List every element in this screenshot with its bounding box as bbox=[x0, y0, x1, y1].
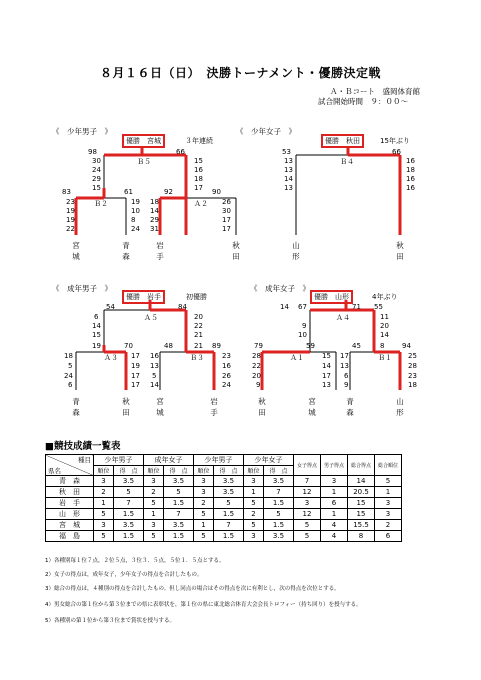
score: 10 bbox=[298, 331, 307, 339]
footnote: 4）男女総合の第１位から第３位までの県に表彰状を，第１位の県に東北総合体育大会会長トロフィー（持ち回り）を授与する。 bbox=[45, 602, 362, 608]
team-name: 岩手 bbox=[156, 241, 164, 261]
table-cell: 3.5 bbox=[214, 487, 244, 498]
score: 9 bbox=[256, 381, 261, 389]
court-label: Ａ５ bbox=[144, 314, 158, 322]
page-title: ８月１６日（日） 決勝トーナメント・優勝決定戦 bbox=[99, 66, 382, 80]
col-header: 女子得点 bbox=[294, 455, 321, 476]
table-corner-cell bbox=[46, 455, 94, 476]
table-cell: 1.5 bbox=[264, 520, 294, 531]
score: 14 bbox=[150, 207, 159, 215]
table-cell: 3 bbox=[144, 520, 164, 531]
score: 9 bbox=[344, 381, 349, 389]
score: 79 bbox=[254, 342, 263, 350]
score: 20 bbox=[252, 372, 261, 380]
table-cell: 5 bbox=[294, 531, 321, 542]
score: 17 bbox=[131, 372, 140, 380]
court-label: Ａ１ bbox=[290, 354, 304, 362]
sub-header: 得 点 bbox=[164, 466, 194, 476]
table-cell: 3 bbox=[375, 509, 402, 520]
score: 92 bbox=[164, 188, 173, 196]
score: 26 bbox=[222, 198, 231, 206]
score: 15 bbox=[322, 352, 331, 360]
score: 13 bbox=[284, 157, 293, 165]
sub-header: 順位 bbox=[194, 466, 214, 476]
table-cell: 3 bbox=[244, 531, 264, 542]
sub-header: 順位 bbox=[144, 466, 164, 476]
table-cell: 7 bbox=[164, 509, 194, 520]
court-label: Ｂ５ bbox=[137, 158, 151, 166]
table-cell: 5 bbox=[114, 487, 144, 498]
score: 19 bbox=[131, 362, 140, 370]
score: 21 bbox=[194, 342, 203, 350]
score: 13 bbox=[322, 381, 331, 389]
table-cell: 3.5 bbox=[114, 476, 144, 487]
table-cell: 2 bbox=[144, 487, 164, 498]
table-cell: 4 bbox=[321, 531, 348, 542]
score: 17 bbox=[194, 184, 203, 192]
table-cell: 2 bbox=[94, 487, 114, 498]
score: 9 bbox=[302, 322, 307, 330]
court-label: Ｂ１ bbox=[378, 354, 392, 362]
table-row bbox=[46, 520, 402, 531]
score: 25 bbox=[408, 352, 417, 360]
score: 18 bbox=[194, 175, 203, 183]
score: 20 bbox=[194, 313, 203, 321]
table-cell: 1.5 bbox=[214, 509, 244, 520]
table-cell: 2 bbox=[194, 498, 214, 509]
score: 19 bbox=[92, 342, 101, 350]
table-cell: 3 bbox=[321, 476, 348, 487]
score: 8 bbox=[131, 216, 136, 224]
table-cell: 6 bbox=[321, 498, 348, 509]
court-label: Ａ３ bbox=[104, 354, 118, 362]
score: 59 bbox=[306, 342, 315, 350]
table-cell: 1.5 bbox=[214, 531, 244, 542]
team-name: 秋田 bbox=[122, 397, 130, 417]
score: 14 bbox=[322, 362, 331, 370]
score: 19 bbox=[66, 216, 75, 224]
score: 17 bbox=[131, 381, 140, 389]
table-cell: 3 bbox=[144, 476, 164, 487]
prefecture-cell: 山 形 bbox=[46, 509, 94, 520]
table-cell: 5 bbox=[164, 487, 194, 498]
score: 24 bbox=[131, 225, 140, 233]
sub-header: 得 点 bbox=[214, 466, 244, 476]
col-header: 男子得点 bbox=[321, 455, 348, 476]
table-cell: 5 bbox=[144, 498, 164, 509]
corner-top-label: 種目 bbox=[78, 456, 91, 464]
table-cell: 1 bbox=[244, 487, 264, 498]
score: 23 bbox=[66, 198, 75, 206]
results-table bbox=[45, 454, 402, 542]
score: 23 bbox=[408, 372, 417, 380]
score: 67 bbox=[298, 303, 307, 311]
score: 30 bbox=[222, 207, 231, 215]
table-cell: 3 bbox=[244, 476, 264, 487]
table-cell: 7 bbox=[294, 476, 321, 487]
team-name: 青森 bbox=[72, 397, 80, 417]
score: 16 bbox=[406, 175, 415, 183]
score: 14 bbox=[380, 331, 389, 339]
group-header: 少年男子 bbox=[194, 455, 244, 466]
note-girls-junior: 15年ぶり bbox=[380, 137, 410, 145]
section-men: 《 成年男子 》 bbox=[52, 284, 112, 293]
score: 61 bbox=[124, 188, 133, 196]
table-cell: 5 bbox=[144, 531, 164, 542]
table-cell: 5 bbox=[244, 498, 264, 509]
score: 17 bbox=[340, 352, 349, 360]
table-cell: 15 bbox=[348, 498, 375, 509]
table-row bbox=[46, 498, 402, 509]
score: 13 bbox=[150, 362, 159, 370]
table-cell: 3 bbox=[94, 520, 114, 531]
score: 16 bbox=[194, 166, 203, 174]
score: 8 bbox=[380, 342, 385, 350]
note-women: 4年ぶり bbox=[372, 293, 398, 301]
table-cell: 5 bbox=[194, 531, 214, 542]
score: 18 bbox=[408, 381, 417, 389]
col-header: 総合得点 bbox=[348, 455, 375, 476]
team-name: 山形 bbox=[292, 241, 300, 261]
score: 14 bbox=[92, 322, 101, 330]
score: 30 bbox=[92, 157, 101, 165]
score: 21 bbox=[194, 331, 203, 339]
court-label: Ａ２ bbox=[194, 200, 208, 208]
table-cell: 2 bbox=[375, 520, 402, 531]
table-cell: 6 bbox=[375, 531, 402, 542]
score: 19 bbox=[66, 207, 75, 215]
score: 45 bbox=[352, 342, 361, 350]
score: 54 bbox=[106, 303, 115, 311]
score: 24 bbox=[64, 372, 73, 380]
score: 15 bbox=[194, 157, 203, 165]
table-cell: 7 bbox=[114, 498, 144, 509]
winner-badge-men: 優勝 岩手 bbox=[122, 290, 165, 304]
score: 6 bbox=[344, 372, 349, 380]
table-cell: 5 bbox=[214, 498, 244, 509]
score: 18 bbox=[64, 352, 73, 360]
table-cell: 1 bbox=[94, 498, 114, 509]
table-cell: 3 bbox=[294, 498, 321, 509]
table-cell: 5 bbox=[194, 509, 214, 520]
score: 71 bbox=[352, 303, 361, 311]
team-name: 秋田 bbox=[232, 241, 240, 261]
score: 13 bbox=[284, 184, 293, 192]
table-cell: 5 bbox=[375, 476, 402, 487]
score: 16 bbox=[150, 352, 159, 360]
winner-badge-boys-junior: 優勝 宮城 bbox=[122, 134, 165, 148]
group-header: 少年女子 bbox=[244, 455, 294, 466]
sub-header: 順位 bbox=[244, 466, 264, 476]
score: 29 bbox=[92, 175, 101, 183]
table-cell: 5 bbox=[94, 509, 114, 520]
score: 48 bbox=[164, 342, 173, 350]
score: 24 bbox=[222, 381, 231, 389]
score: 16 bbox=[406, 157, 415, 165]
table-cell: 5 bbox=[294, 520, 321, 531]
footnote: 5）各種別の第１位から第３位まで賞状を授与する。 bbox=[45, 618, 176, 624]
note-men: 初優勝 bbox=[186, 293, 207, 301]
score: 22 bbox=[194, 322, 203, 330]
score: 29 bbox=[150, 216, 159, 224]
prefecture-cell: 福 島 bbox=[46, 531, 94, 542]
score: 89 bbox=[212, 342, 221, 350]
table-row bbox=[46, 531, 402, 542]
score: 17 bbox=[131, 352, 140, 360]
score: 13 bbox=[284, 166, 293, 174]
table-cell: 1 bbox=[321, 509, 348, 520]
score: 23 bbox=[222, 352, 231, 360]
table-cell: 7 bbox=[214, 520, 244, 531]
section-boys-junior: 《 少年男子 》 bbox=[52, 127, 112, 136]
footnote: 2）女子の得点は，成年女子，少年女子の得点を合計したもの。 bbox=[45, 572, 203, 578]
score: 18 bbox=[150, 198, 159, 206]
table-cell: 14 bbox=[348, 476, 375, 487]
footnote: 3）総合の得点は，４種別の得点を合計したもの。但し同点の場合はその得点を次に有利とし，次の得点を次位とする。 bbox=[45, 586, 340, 592]
table-cell: 3.5 bbox=[164, 476, 194, 487]
prefecture-cell: 宮 城 bbox=[46, 520, 94, 531]
group-header: 少年男子 bbox=[94, 455, 144, 466]
score: 6 bbox=[68, 381, 73, 389]
court-label: Ｂ４ bbox=[340, 158, 354, 166]
score: 98 bbox=[88, 148, 97, 156]
score: 19 bbox=[131, 198, 140, 206]
score: 11 bbox=[380, 313, 389, 321]
prefecture-cell: 秋 田 bbox=[46, 487, 94, 498]
table-cell: 1 bbox=[194, 520, 214, 531]
winner-badge-women: 優勝 山形 bbox=[310, 290, 353, 304]
table-cell: 5 bbox=[264, 509, 294, 520]
table-cell: 3 bbox=[194, 476, 214, 487]
score: 24 bbox=[92, 166, 101, 174]
score: 13 bbox=[340, 362, 349, 370]
score: 15 bbox=[92, 184, 101, 192]
court-label: Ｂ２ bbox=[94, 200, 108, 208]
score: 15 bbox=[92, 331, 101, 339]
team-name: 秋田 bbox=[258, 397, 266, 417]
footnote: 1）各種別毎１位７点，２位５点，３位３．５点，５位１．５点とする。 bbox=[45, 558, 225, 564]
section-women: 《 成年女子 》 bbox=[250, 284, 310, 293]
score: 84 bbox=[178, 303, 187, 311]
score: 17 bbox=[322, 372, 331, 380]
score: 5 bbox=[68, 362, 73, 370]
court-label: Ａ４ bbox=[336, 314, 350, 322]
team-name: 宮城 bbox=[72, 241, 80, 261]
table-cell: 4 bbox=[321, 520, 348, 531]
score: 26 bbox=[222, 372, 231, 380]
table-row bbox=[46, 476, 402, 487]
score: 22 bbox=[252, 362, 261, 370]
corner-bottom-label: 県名 bbox=[48, 467, 61, 475]
team-name: 青森 bbox=[122, 241, 130, 261]
court-label: Ｂ３ bbox=[190, 354, 204, 362]
score: 6 bbox=[94, 313, 99, 321]
table-cell: 3.5 bbox=[214, 476, 244, 487]
score: 94 bbox=[402, 342, 411, 350]
score: 28 bbox=[408, 362, 417, 370]
score: 14 bbox=[150, 381, 159, 389]
table-cell: 3.5 bbox=[164, 520, 194, 531]
team-name: 秋田 bbox=[396, 241, 404, 261]
score: 16 bbox=[406, 184, 415, 192]
table-cell: 8 bbox=[348, 531, 375, 542]
sub-header: 順位 bbox=[94, 466, 114, 476]
table-cell: 3.5 bbox=[114, 520, 144, 531]
table-cell: 1.5 bbox=[264, 498, 294, 509]
score: 14 bbox=[284, 175, 293, 183]
table-cell: 5 bbox=[244, 520, 264, 531]
venue-court: Ａ・Ｂコート 盛岡体育館 bbox=[330, 87, 420, 96]
score: 10 bbox=[131, 207, 140, 215]
col-header: 総合順位 bbox=[375, 455, 402, 476]
table-cell: 15 bbox=[348, 509, 375, 520]
score: 55 bbox=[374, 303, 383, 311]
table-cell: 3 bbox=[94, 476, 114, 487]
score: 28 bbox=[252, 352, 261, 360]
table-cell: 1 bbox=[375, 487, 402, 498]
table-cell: 15.5 bbox=[348, 520, 375, 531]
table-cell: 3 bbox=[375, 498, 402, 509]
section-girls-junior: 《 少年女子 》 bbox=[236, 127, 296, 136]
team-name: 宮城 bbox=[308, 397, 316, 417]
table-cell: 7 bbox=[264, 487, 294, 498]
table-cell: 3.5 bbox=[264, 476, 294, 487]
table-cell: 20.5 bbox=[348, 487, 375, 498]
prefecture-cell: 岩 手 bbox=[46, 498, 94, 509]
score: 66 bbox=[392, 148, 401, 156]
table-cell: 3.5 bbox=[264, 531, 294, 542]
table-cell: 5 bbox=[94, 531, 114, 542]
venue-start-time: 試合開始時間 ９：００～ bbox=[318, 97, 408, 106]
table-cell: 3 bbox=[194, 487, 214, 498]
score: 20 bbox=[380, 322, 389, 330]
team-name: 山形 bbox=[396, 397, 404, 417]
score: 90 bbox=[212, 188, 221, 196]
table-cell: 1.5 bbox=[164, 498, 194, 509]
table-cell: 1.5 bbox=[164, 531, 194, 542]
winner-badge-girls-junior: 優勝 秋田 bbox=[321, 134, 364, 148]
score: 16 bbox=[222, 362, 231, 370]
table-row bbox=[46, 509, 402, 520]
score: 66 bbox=[176, 148, 185, 156]
table-cell: 12 bbox=[294, 509, 321, 520]
table-row bbox=[46, 487, 402, 498]
team-name: 宮城 bbox=[156, 397, 164, 417]
prefecture-cell: 青 森 bbox=[46, 476, 94, 487]
table-cell: 2 bbox=[244, 509, 264, 520]
team-name: 岩手 bbox=[210, 397, 218, 417]
sub-header: 得 点 bbox=[114, 466, 144, 476]
table-cell: 1.5 bbox=[114, 509, 144, 520]
score: 5 bbox=[152, 372, 157, 380]
score: 14 bbox=[280, 303, 289, 311]
team-name: 青森 bbox=[346, 397, 354, 417]
score: 17 bbox=[222, 225, 231, 233]
table-cell: 1 bbox=[144, 509, 164, 520]
score: 70 bbox=[124, 342, 133, 350]
group-header: 成年女子 bbox=[144, 455, 194, 466]
score: 18 bbox=[406, 166, 415, 174]
table-cell: 1 bbox=[321, 487, 348, 498]
table-cell: 1.5 bbox=[114, 531, 144, 542]
score: 83 bbox=[62, 188, 71, 196]
table-cell: 12 bbox=[294, 487, 321, 498]
sub-header: 得 点 bbox=[264, 466, 294, 476]
score: 22 bbox=[66, 225, 75, 233]
results-heading: ■競技成績一覧表 bbox=[45, 441, 121, 452]
note-boys-junior: ３年連続 bbox=[185, 137, 213, 145]
score: 53 bbox=[282, 148, 291, 156]
score: 31 bbox=[150, 225, 159, 233]
score: 17 bbox=[222, 216, 231, 224]
